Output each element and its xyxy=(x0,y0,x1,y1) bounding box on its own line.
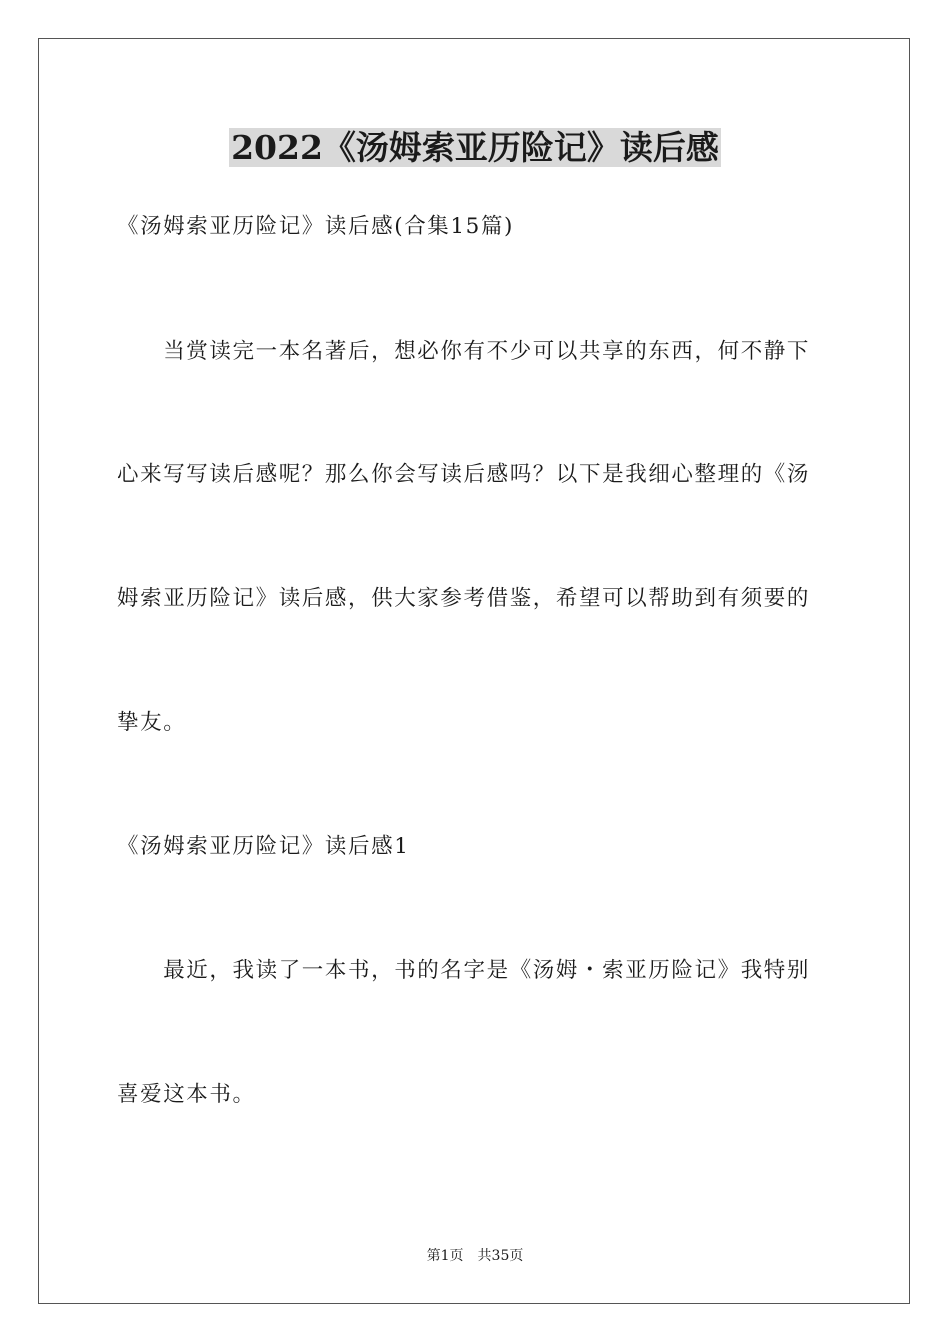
intro-line-3: 姆索亚历险记》读后感，供大家参考借鉴，希望可以帮助到有须要的 xyxy=(117,586,811,611)
document-title-text: 2022《汤姆索亚历险记》读后感 xyxy=(231,128,719,167)
section-line-2: 喜爱这本书。 xyxy=(117,1082,256,1107)
intro-line-2: 心来写写读后感呢？那么你会写读后感吗？以下是我细心整理的《汤 xyxy=(117,462,811,487)
section-heading: 《汤姆索亚历险记》读后感1 xyxy=(117,834,410,859)
document-title xyxy=(0,126,950,170)
document-subtitle: 《汤姆索亚历险记》读后感(合集15篇) xyxy=(117,214,515,239)
page-footer: 第1页 共35页 xyxy=(426,1248,524,1264)
intro-line-1: 当赏读完一本名著后，想必你有不少可以共享的东西，何不静下 xyxy=(117,339,811,364)
section-line-1: 最近，我读了一本书，书的名字是《汤姆・索亚历险记》我特别 xyxy=(117,958,811,983)
intro-line-4: 挚友。 xyxy=(117,710,187,735)
